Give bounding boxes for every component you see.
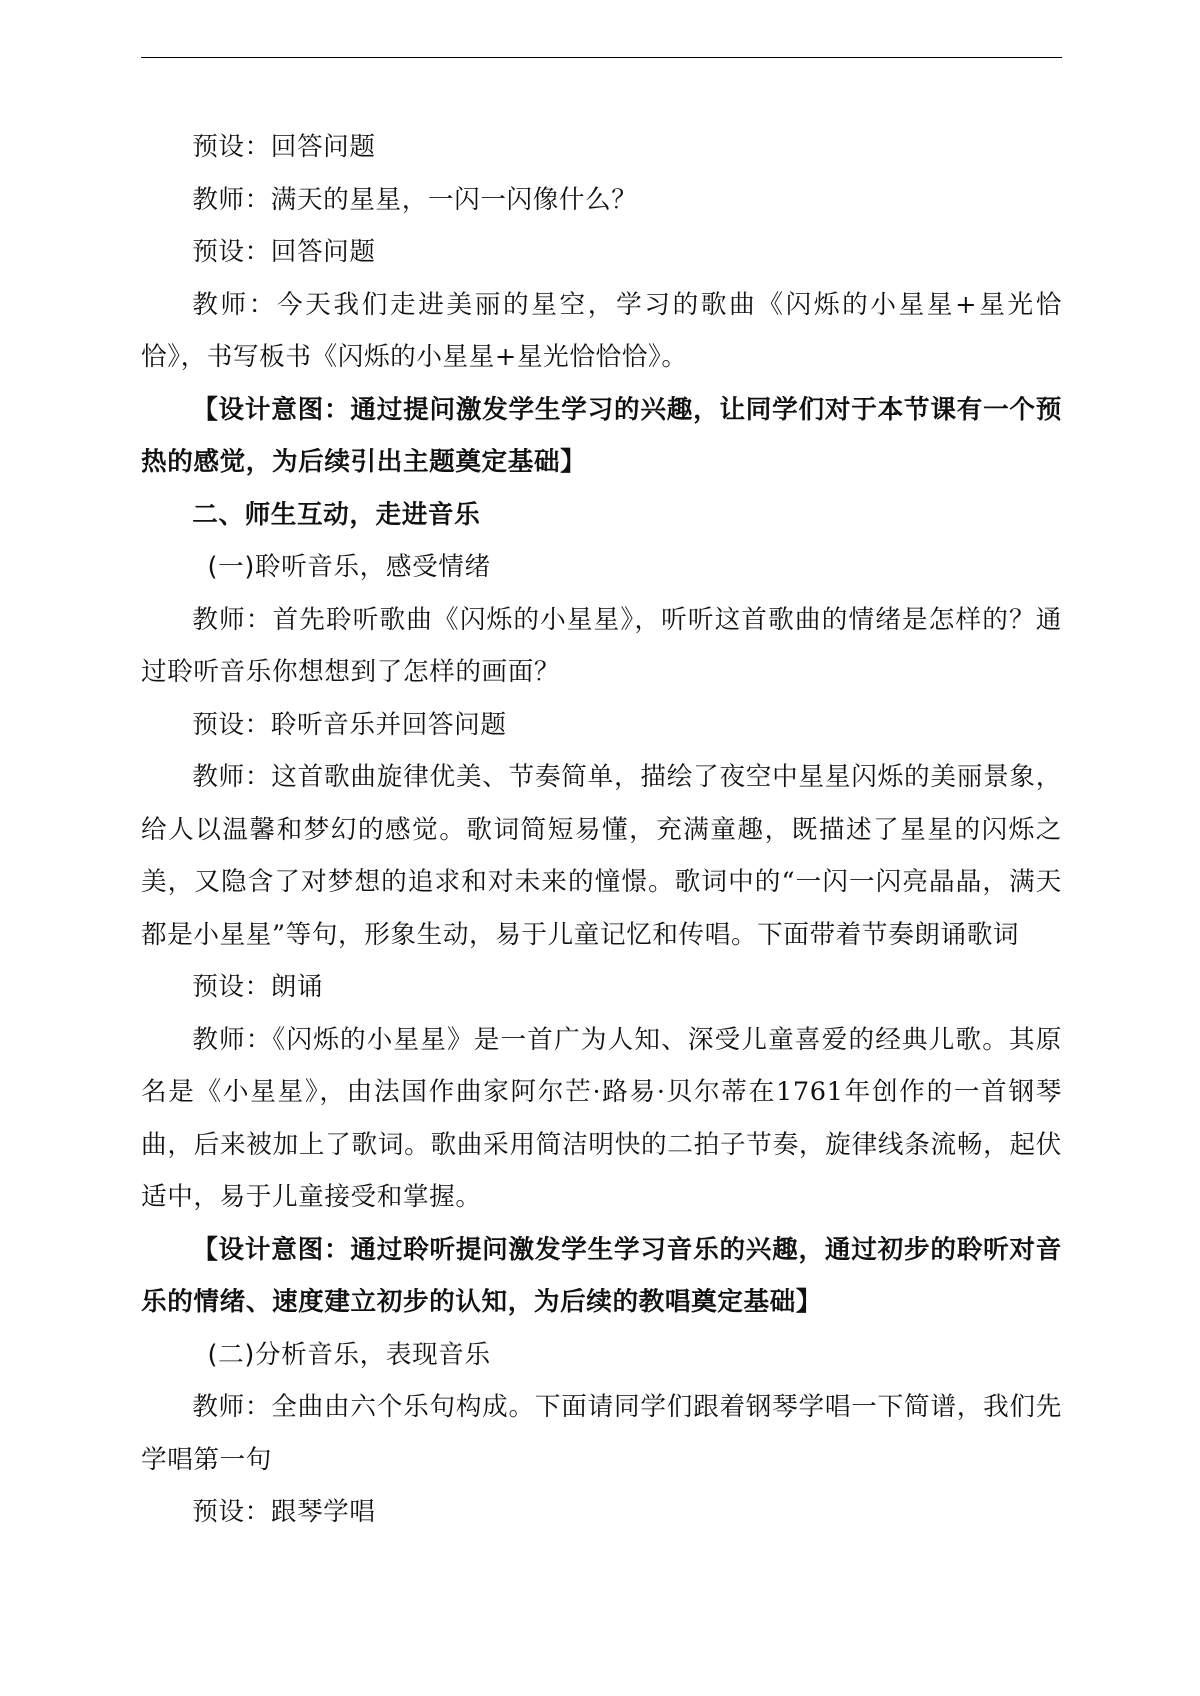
paragraph: 教师：今天我们走进美丽的星空，学习的歌曲《闪烁的小星星+星光恰恰》，书写板书《闪烁的小星星+星光恰恰恰》。 — [141, 289, 1062, 372]
paragraph: 教师：首先聆听歌曲《闪烁的小星星》，听听这首歌曲的情绪是怎样的？通过聆听音乐你想想到了怎样的画面？ — [141, 604, 1062, 687]
paragraph: 预设：聆听音乐并回答问题 — [192, 709, 507, 740]
paragraph: 教师：满天的星星，一闪一闪像什么？ — [192, 184, 638, 215]
paragraph: 预设：朗诵 — [192, 972, 324, 1002]
paragraph: 教师：《闪烁的小星星》是一首广为人知、深受儿童喜爱的经典儿歌。其原名是《小星星》，由法国作曲家阿尔芒·路易·贝尔蒂在1761年创作的一首钢琴曲，后来被加上了歌词。歌曲采用简洁明快的二拍子节奏，旋律线条流畅，起伏适中，易于儿童接受和掌握。 — [141, 1024, 1062, 1212]
header-rule — [141, 57, 1062, 58]
subsection-heading: (一)聆听音乐，感受情绪 — [207, 552, 491, 582]
document-body — [141, 121, 1062, 1539]
section-heading: 二、师生互动，走进音乐 — [192, 499, 481, 530]
paragraph: 教师：这首歌曲旋律优美、节奏简单，描绘了夜空中星星闪烁的美丽景象，给人以温馨和梦幻的感觉。歌词简短易懂，充满童趣，既描述了星星的闪烁之美，又隐含了对梦想的追求和对未来的憧憬。歌词中的“一闪一闪亮晶晶，满天都是小星星”等句，形象生动，易于儿童记忆和传唱。下面带着节奏朗诵歌词 — [141, 762, 1062, 950]
subsection-heading: (二)分析音乐，表现音乐 — [207, 1339, 491, 1370]
paragraph: 教师：全曲由六个乐句构成。下面请同学们跟着钢琴学唱一下简谱，我们先学唱第一句 — [141, 1392, 1062, 1475]
paragraph: 预设：跟琴学唱 — [192, 1497, 376, 1527]
paragraph: 预设：回答问题 — [192, 237, 376, 267]
paragraph: 预设：回答问题 — [192, 132, 376, 162]
design-intent-note: 【设计意图：通过聆听提问激发学生学习音乐的兴趣，通过初步的聆听对音乐的情绪、速度建立初步的认知，为后续的教唱奠定基础】 — [141, 1234, 1062, 1317]
design-intent-note: 【设计意图：通过提问激发学生学习的兴趣，让同学们对于本节课有一个预热的感觉，为后续引出主题奠定基础】 — [141, 394, 1062, 477]
